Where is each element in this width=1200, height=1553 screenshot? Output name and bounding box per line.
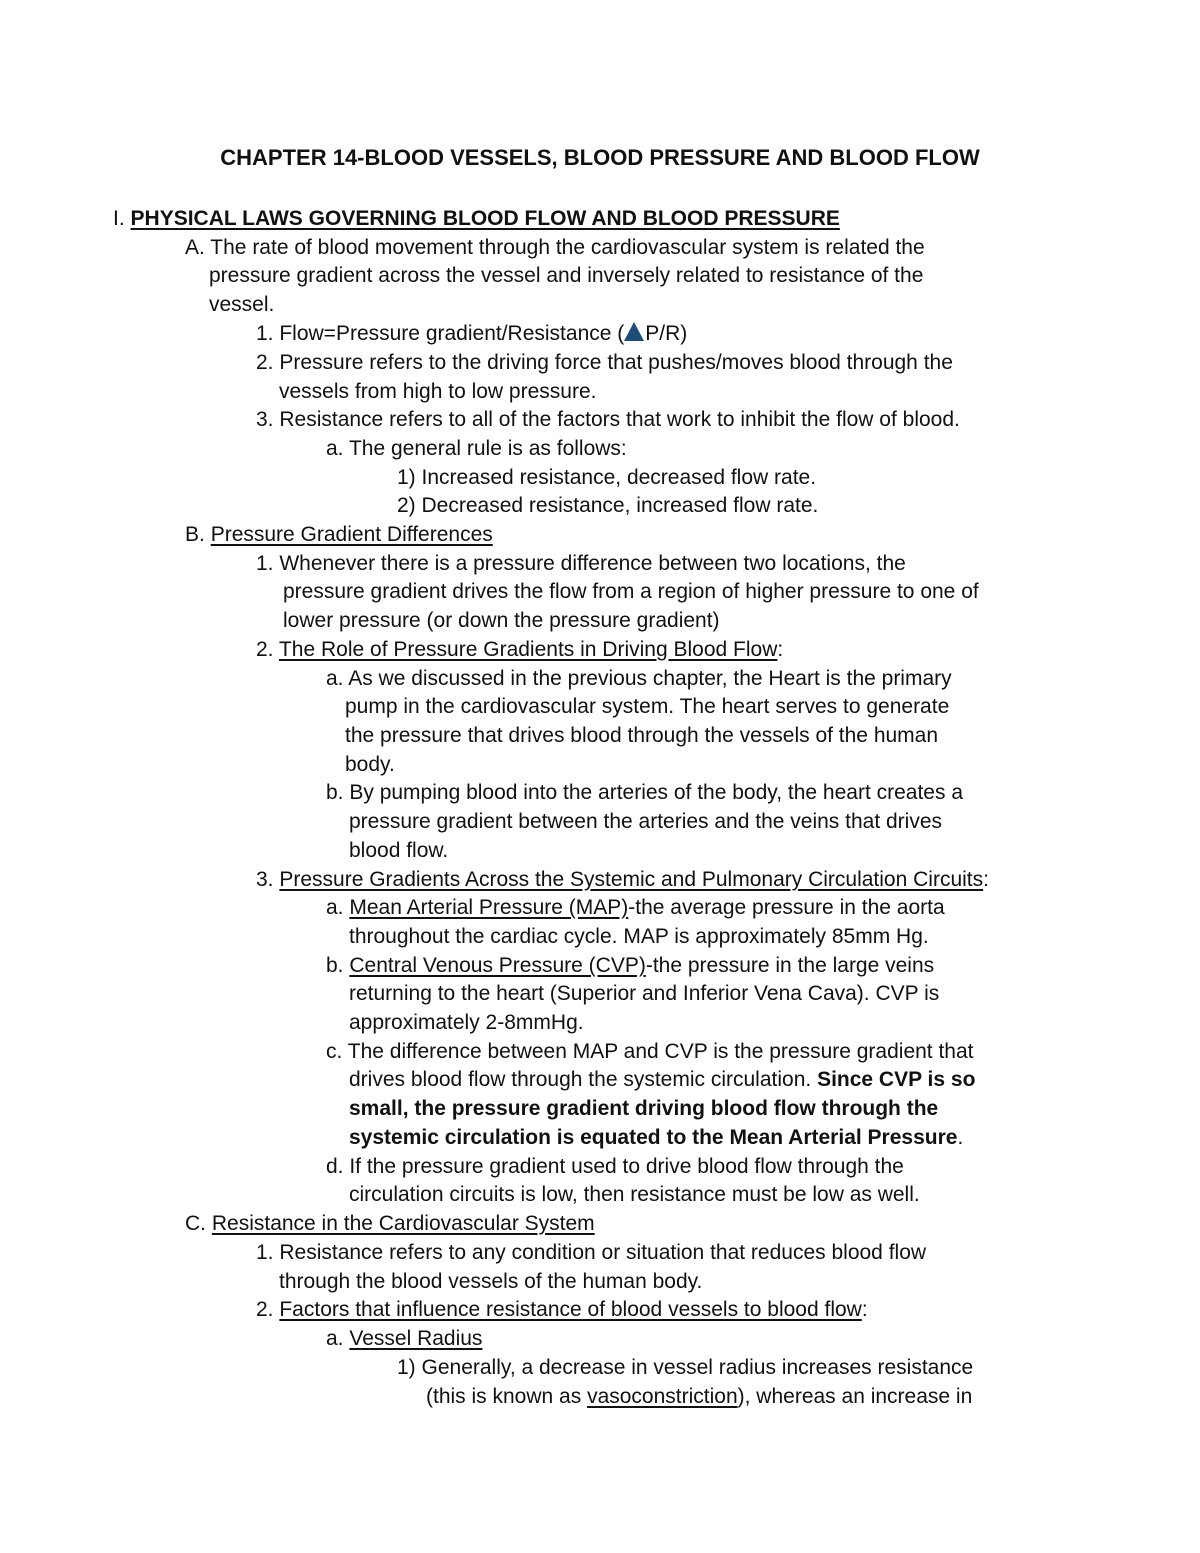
c-title: Resistance in the Cardiovascular System (211, 1212, 595, 1235)
b-item-1-line-3: lower pressure (or down the pressure gradient) (283, 609, 720, 632)
c-item-2-marker: 2. (256, 1298, 274, 1321)
b-item-3-marker: 3. (256, 868, 274, 891)
b-item-3-title: Pressure Gradients Across the Systemic and Pulmonary Circulation Circuits (279, 868, 984, 891)
section-marker: I. (113, 207, 125, 230)
a-item-3: 3. Resistance refers to all of the factors that work to inhibit the flow of blood. (256, 408, 960, 431)
b-3c-line-2-plain: drives blood flow through the systemic circulation. (349, 1068, 818, 1091)
c-2a1-line-2-before: (this is known as (426, 1385, 588, 1408)
rule-2: 2) Decreased resistance, increased flow rate. (397, 494, 819, 517)
a-item-2-line-1: 2. Pressure refers to the driving force that pushes/moves blood through the (256, 351, 953, 374)
b-3b-line-1 (326, 952, 934, 981)
c-item-2-title: Factors that influence resistance of blood vessels to blood flow (279, 1298, 862, 1321)
b-3d-line-2: circulation circuits is low, then resistance must be low as well. (349, 1183, 920, 1206)
c-2a-title: Vessel Radius (349, 1327, 483, 1350)
b-heading (185, 521, 493, 550)
map-definition: -the average pressure in the aorta (628, 896, 945, 919)
a-item-3a: a. The general rule is as follows: (326, 437, 627, 460)
para-a-line-3: vessel. (209, 293, 275, 316)
c-marker: C. (185, 1212, 206, 1235)
b-3b-line-2: returning to the heart (Superior and Inferior Vena Cava). CVP is (349, 982, 940, 1005)
a-item-2-line-2: vessels from high to low pressure. (279, 380, 597, 403)
rule-1: 1) Increased resistance, decreased flow rate. (397, 466, 817, 489)
c-heading (185, 1210, 595, 1239)
cvp-definition: -the pressure in the large veins (645, 954, 935, 977)
map-term: Mean Arterial Pressure (MAP) (349, 896, 629, 919)
delta-triangle-icon (624, 322, 644, 341)
chapter-title: CHAPTER 14-BLOOD VESSELS, BLOOD PRESSURE AND BLOOD FLOW (220, 145, 980, 170)
b-item-2-colon: : (777, 638, 784, 661)
c-item-2-heading (256, 1296, 868, 1325)
vasoconstriction-term: vasoconstriction (587, 1385, 738, 1408)
b-item-1-line-1: 1. Whenever there is a pressure difference between two locations, the (256, 552, 906, 575)
b-item-2-title: The Role of Pressure Gradients in Driving Blood Flow (278, 638, 778, 661)
a-item-1 (256, 320, 687, 349)
b-3c-line-4 (349, 1124, 963, 1153)
flow-formula-text: 1. Flow=Pressure gradient/Resistance ( (256, 322, 625, 345)
b-3c-line-2 (349, 1066, 975, 1095)
para-a-line-1: A. The rate of blood movement through the cardiovascular system is related the (185, 236, 925, 259)
c-2a-heading (326, 1325, 482, 1354)
c-2a1-line-2 (426, 1383, 972, 1412)
b-2a-line-4: body. (345, 753, 395, 776)
b-title: Pressure Gradient Differences (210, 523, 493, 546)
flow-formula-end: P/R) (645, 322, 688, 345)
b-3c-line-3: small, the pressure gradient driving blood flow through the (349, 1097, 939, 1120)
b-3c-line-1: c. The difference between MAP and CVP is the pressure gradient that (326, 1040, 974, 1063)
c-item-1-line-2: through the blood vessels of the human body. (279, 1270, 703, 1293)
c-2a1-line-2-after: ), whereas an increase in (737, 1385, 973, 1408)
b-3a-line-2: throughout the cardiac cycle. MAP is approximately 85mm Hg. (349, 925, 929, 948)
c-item-2-colon: : (861, 1298, 868, 1321)
section-heading (113, 205, 840, 234)
para-a-line-2: pressure gradient across the vessel and inversely related to resistance of the (209, 264, 924, 287)
cvp-term: Central Venous Pressure (CVP) (349, 954, 646, 977)
b-3a-line-1 (326, 894, 945, 923)
b-3d-line-1: d. If the pressure gradient used to drive blood flow through the (326, 1155, 904, 1178)
c-2a-marker: a. (326, 1327, 344, 1350)
b-item-3-heading (256, 866, 989, 895)
c-2a1-line-1: 1) Generally, a decrease in vessel radius increases resistance (397, 1356, 974, 1379)
b-2b-line-2: pressure gradient between the arteries and the veins that drives (349, 810, 943, 833)
b-3a-marker: a. (326, 896, 344, 919)
b-item-3-colon: : (983, 868, 989, 891)
b-3b-marker: b. (326, 954, 344, 977)
b-3b-line-3: approximately 2-8mmHg. (349, 1011, 584, 1034)
b-item-2-heading (256, 636, 783, 665)
b-item-2-marker: 2. (256, 638, 274, 661)
b-2b-line-3: blood flow. (349, 839, 449, 862)
b-item-1-line-2: pressure gradient drives the flow from a region of higher pressure to one of (283, 580, 979, 603)
b-marker: B. (185, 523, 205, 546)
c-item-1-line-1: 1. Resistance refers to any condition or situation that reduces blood flow (256, 1241, 927, 1264)
b-2a-line-1: a. As we discussed in the previous chapter, the Heart is the primary (326, 667, 952, 690)
b-2b-line-1: b. By pumping blood into the arteries of the body, the heart creates a (326, 781, 964, 804)
b-3c-line-4-end: . (957, 1126, 964, 1149)
b-3c-line-2-bold: Since CVP is so (817, 1068, 976, 1091)
b-2a-line-2: pump in the cardiovascular system. The heart serves to generate (345, 695, 950, 718)
b-3c-line-4-bold: systemic circulation is equated to the Mean Arterial Pressure (349, 1126, 958, 1149)
section-title: PHYSICAL LAWS GOVERNING BLOOD FLOW AND BLOOD PRESSURE (130, 207, 840, 230)
b-2a-line-3: the pressure that drives blood through the vessels of the human (345, 724, 939, 747)
